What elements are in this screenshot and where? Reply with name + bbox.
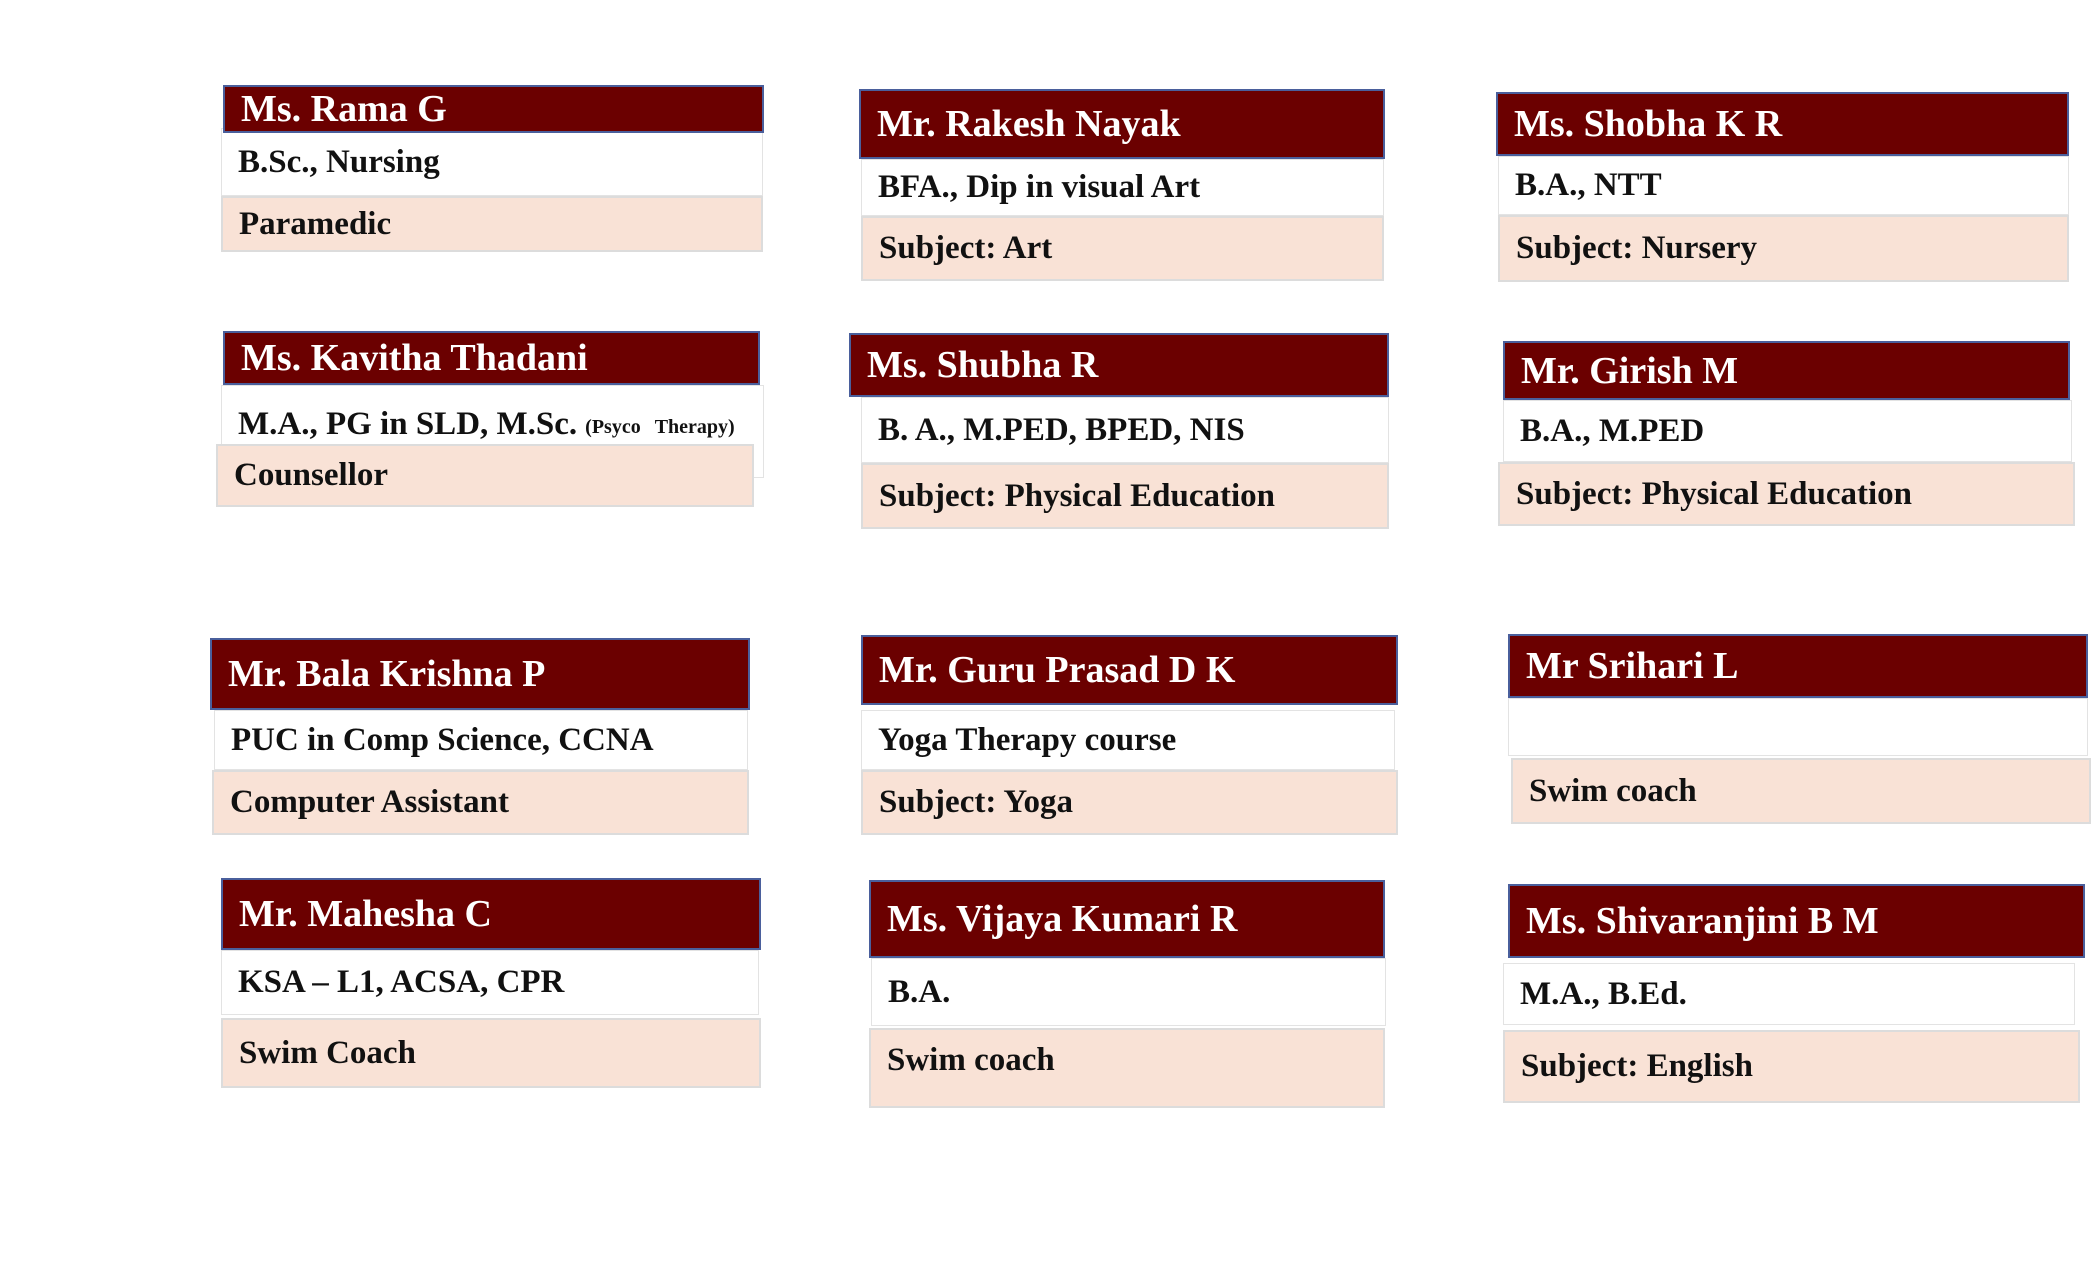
staff-qualification: B.A., M.PED [1503, 400, 2072, 462]
staff-role: Computer Assistant [212, 770, 749, 835]
staff-name: Mr. Guru Prasad D K [861, 635, 1398, 705]
staff-qualification: BFA., Dip in visual Art [861, 159, 1384, 216]
staff-role: Subject: Yoga [861, 770, 1398, 835]
staff-qualification: M.A., PG in SLD, M.Sc. (Psyco Therapy) [221, 385, 764, 478]
staff-name: Ms. Rama G [223, 85, 764, 133]
staff-role: Subject: Nursery [1498, 215, 2069, 282]
staff-name: Ms. Kavitha Thadani [223, 331, 760, 385]
staff-name: Ms. Shobha K R [1496, 92, 2069, 156]
staff-name: Mr. Rakesh Nayak [859, 89, 1385, 159]
staff-qualification: B.Sc., Nursing [221, 128, 763, 196]
staff-role: Subject: Physical Education [861, 463, 1389, 529]
staff-role: Counsellor [216, 444, 754, 507]
staff-role: Subject: Art [861, 216, 1384, 281]
staff-qualification: KSA – L1, ACSA, CPR [221, 950, 759, 1015]
staff-name: Mr. Bala Krishna P [210, 638, 750, 710]
staff-qualification: B.A., NTT [1498, 156, 2069, 215]
staff-name: Mr. Girish M [1503, 341, 2070, 400]
staff-role: Swim coach [869, 1028, 1385, 1108]
staff-role: Swim coach [1511, 758, 2091, 824]
staff-qualification [1508, 698, 2088, 756]
staff-name: Ms. Shubha R [849, 333, 1389, 397]
staff-name: Ms. Vijaya Kumari R [869, 880, 1385, 958]
staff-name: Mr Srihari L [1508, 634, 2088, 698]
staff-qualification: B. A., M.PED, BPED, NIS [861, 397, 1389, 463]
staff-role: Subject: Physical Education [1498, 462, 2075, 526]
staff-name: Mr. Mahesha C [221, 878, 761, 950]
staff-role: Swim Coach [221, 1018, 761, 1088]
staff-role: Paramedic [221, 196, 763, 252]
staff-name: Ms. Shivaranjini B M [1508, 884, 2085, 958]
staff-qualification: Yoga Therapy course [861, 710, 1395, 770]
staff-qualification: PUC in Comp Science, CCNA [214, 710, 748, 770]
staff-qualification: B.A. [871, 958, 1386, 1026]
staff-role: Subject: English [1503, 1030, 2080, 1103]
staff-qualification: M.A., B.Ed. [1503, 963, 2075, 1025]
